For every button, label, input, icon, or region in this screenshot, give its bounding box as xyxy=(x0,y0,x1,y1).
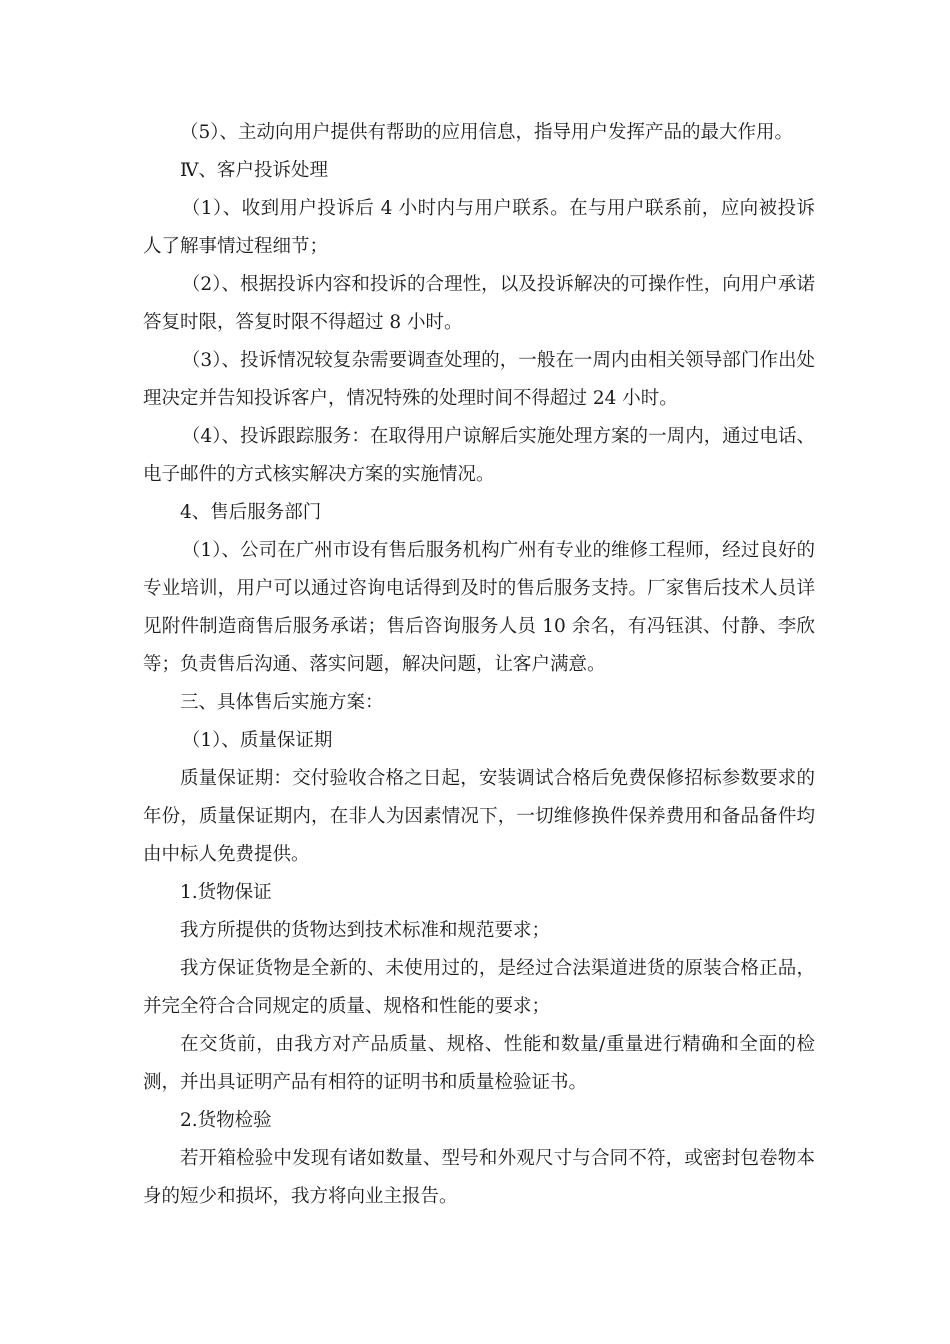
paragraph-complaint-2: （2）、根据投诉内容和投诉的合理性，以及投诉解决的可操作性，向用户承诺答复时限，答复时限不得超过 8 小时。 xyxy=(143,274,815,333)
paragraph-goods-guarantee-2: 我方保证货物是全新的、未使用过的，是经过合法渠道进货的原装合格正品，并完全符合合同规定的质量、规格和性能的要求； xyxy=(143,958,815,1017)
heading-goods-guarantee: 1.货物保证 xyxy=(180,882,272,903)
paragraph-department-1: （1）、公司在广州市设有售后服务机构广州有专业的维修工程师，经过良好的专业培训，用户可以通过咨询电话得到及时的售后服务支持。厂家售后技术人员详见附件制造商售后服务承诺；售后咨询服务人员 10 余名，有冯钰淇、付静、李欣等；负责售后沟通、落实问题，解决问题，让客户满意。 xyxy=(143,540,815,675)
paragraph-goods-guarantee-1: 我方所提供的货物达到技术标准和规范要求； xyxy=(180,920,551,941)
paragraph-complaint-3: （3）、投诉情况较复杂需要调查处理的，一般在一周内由相关领导部门作出处理决定并告知投诉客户，情况特殊的处理时间不得超过 24 小时。 xyxy=(143,350,815,409)
heading-warranty-period: （1）、质量保证期 xyxy=(181,730,333,751)
heading-after-sales-department: 4、售后服务部门 xyxy=(180,502,322,523)
heading-goods-inspection: 2.货物检验 xyxy=(180,1110,272,1131)
document-body xyxy=(143,114,815,1216)
paragraph-warranty-period: 质量保证期：交付验收合格之日起，安装调试合格后免费保修招标参数要求的年份，质量保证期内，在非人为因素情况下，一切维修换件保养费用和备品备件均由中标人免费提供。 xyxy=(143,768,815,865)
heading-implementation-plan: 三、具体售后实施方案： xyxy=(180,692,384,713)
heading-complaint-handling: Ⅳ、客户投诉处理 xyxy=(180,160,328,181)
paragraph-goods-guarantee-3: 在交货前，由我方对产品质量、规格、性能和数量/重量进行精确和全面的检测，并出具证明产品有相符的证明书和质量检验证书。 xyxy=(143,1034,815,1093)
paragraph-complaint-4: （4）、投诉跟踪服务：在取得用户谅解后实施处理方案的一周内，通过电话、电子邮件的方式核实解决方案的实施情况。 xyxy=(143,426,815,485)
paragraph-item5-user-info: （5）、主动向用户提供有帮助的应用信息，指导用户发挥产品的最大作用。 xyxy=(180,122,794,143)
paragraph-complaint-1: （1）、收到用户投诉后 4 小时内与用户联系。在与用户联系前，应向被投诉人了解事情过程细节； xyxy=(143,198,815,257)
paragraph-goods-inspection: 若开箱检验中发现有诸如数量、型号和外观尺寸与合同不符，或密封包卷物本身的短少和损坏，我方将向业主报告。 xyxy=(143,1148,815,1207)
